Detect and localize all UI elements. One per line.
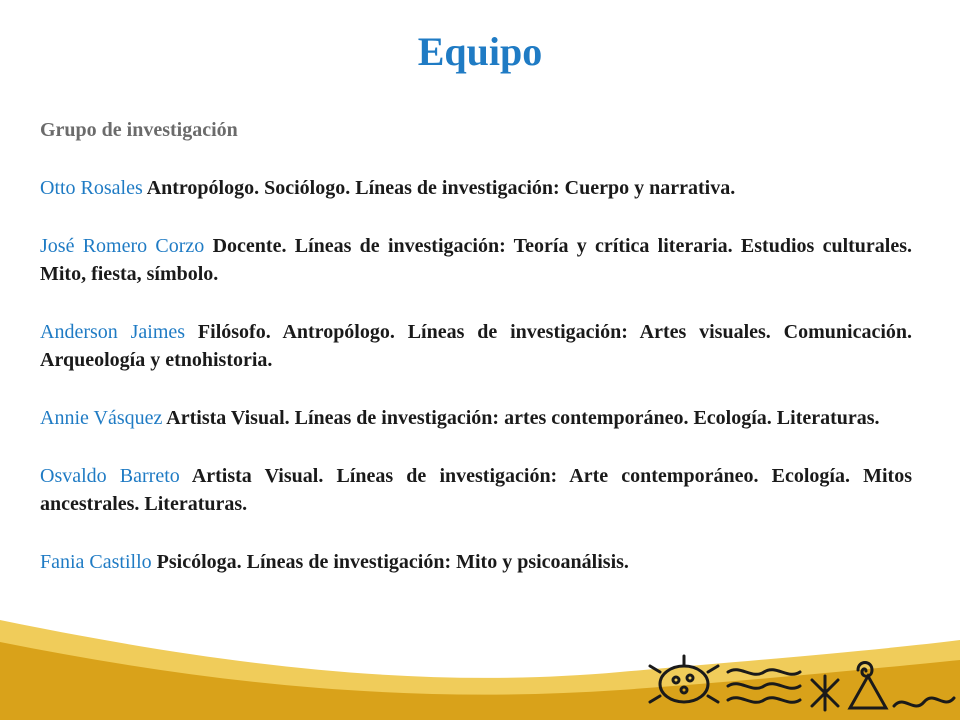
member-entry [40, 318, 912, 374]
member-entry [40, 462, 912, 518]
member-entry [40, 548, 912, 576]
member-name: Otto Rosales [40, 177, 143, 199]
member-name: José Romero Corzo [40, 235, 205, 257]
member-description: Antropólogo. Sociólogo. Líneas de investigación: Cuerpo y narrativa. [146, 177, 736, 199]
team-content [40, 116, 912, 606]
research-group-heading: Grupo de investigación [40, 119, 238, 141]
member-name: Anderson Jaimes [40, 321, 186, 343]
member-entry [40, 174, 912, 202]
member-description: Artista Visual. Líneas de investigación: artes contemporáneo. Ecología. Literaturas. [166, 407, 880, 429]
footer-wave-decoration [0, 610, 960, 720]
member-description: Filósofo. Antropólogo. Líneas de investigación: Artes visuales. Comunicación. Arqueología y etnohistoria. [40, 321, 913, 371]
member-name: Osvaldo Barreto [40, 465, 180, 487]
member-name: Fania Castillo [40, 551, 152, 573]
member-description: Psicóloga. Líneas de investigación: Mito y psicoanálisis. [156, 551, 629, 573]
member-description: Artista Visual. Líneas de investigación: Arte contemporáneo. Ecología. Mitos ancestrales. Literaturas. [40, 465, 912, 515]
member-description: Docente. Líneas de investigación: Teoría y crítica literaria. Estudios culturales. Mito, fiesta, símbolo. [40, 235, 912, 285]
slide-title: Equipo [417, 29, 543, 74]
member-name: Annie Vásquez [40, 407, 163, 429]
member-entry [40, 404, 912, 432]
member-entry [40, 232, 912, 288]
